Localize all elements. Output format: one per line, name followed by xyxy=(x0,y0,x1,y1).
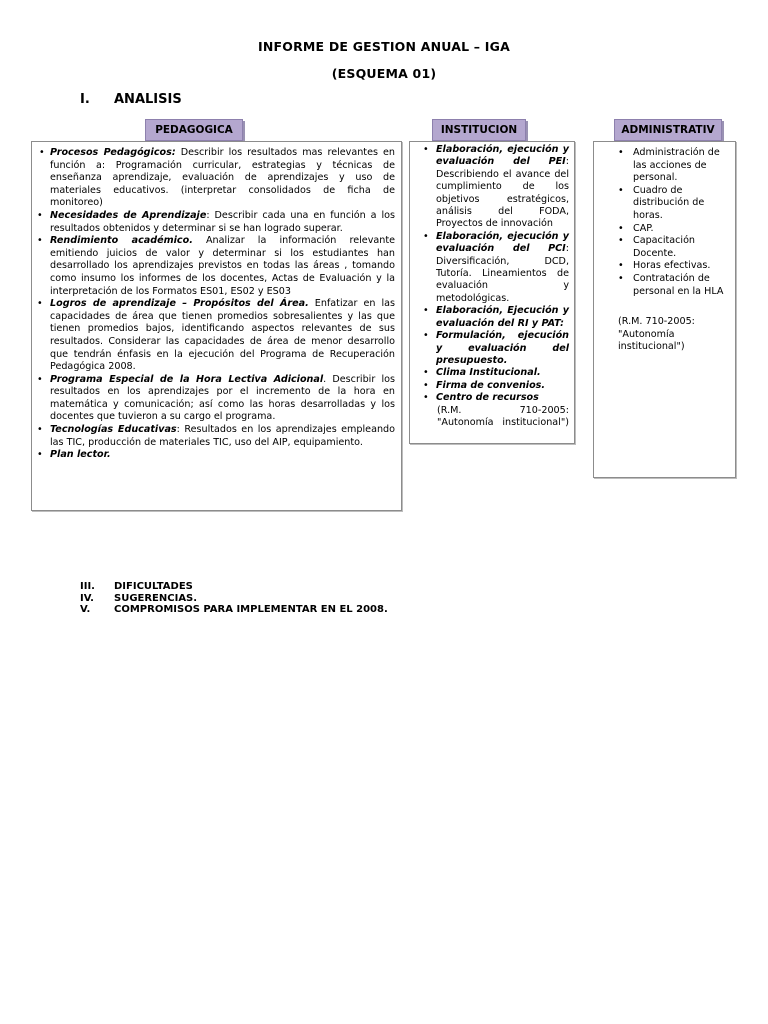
section-row xyxy=(80,593,388,605)
bullet-icon: • xyxy=(37,449,43,461)
bullet-icon: • xyxy=(618,147,624,158)
section-number: I. xyxy=(80,92,90,107)
section-label: ANALISIS xyxy=(114,92,182,107)
item-heading: Programa Especial de la Hora Lectiva Adicional xyxy=(50,373,324,385)
item-heading: Firma de convenios. xyxy=(436,379,546,391)
list-item xyxy=(618,184,729,223)
institucion-header: INSTITUCION xyxy=(432,119,526,141)
item-text: Contratación de personal en la HLA xyxy=(633,272,724,297)
list-item xyxy=(618,235,729,260)
item-text: . Describir los resultados en los aprendizajes por el incremento de la hora en matemática y comunicación; así como las horas desarrolladas y los docentes que tuvieron a su cargo el programa. xyxy=(50,373,395,423)
list-item xyxy=(37,235,395,298)
list-item xyxy=(423,330,569,367)
item-text: : Resultados en los aprendizajes empleando las TIC, producción de materiales TIC, uso del AIP, equipamiento. xyxy=(50,424,395,448)
list-item xyxy=(39,147,395,210)
list-item xyxy=(618,147,729,185)
bullet-icon: • xyxy=(423,330,429,342)
pedagogica-box xyxy=(31,141,402,511)
bullet-icon: • xyxy=(618,184,624,196)
bullet-icon: • xyxy=(618,235,624,247)
document-title: INFORME DE GESTION ANUAL – IGA xyxy=(258,39,510,54)
list-item xyxy=(423,230,569,305)
section-row xyxy=(80,604,388,616)
item-text: Describir los resultados mas relevantes en función a: Programación curricular, estrategias y técnicas de enseñanza aprendizaje, evaluación de aprendizajes y uso de materiales educativos. (interpretar consolidados de ficha de monitoreo) xyxy=(50,147,395,209)
bullet-icon: • xyxy=(423,392,429,404)
bullet-icon: • xyxy=(423,230,429,242)
item-text: Administración de las acciones de personal. xyxy=(633,147,720,184)
pedagogica-header: PEDAGOGICA xyxy=(145,119,243,141)
list-item xyxy=(618,222,729,236)
administrativa-header: ADMINISTRATIV xyxy=(614,119,722,141)
item-heading: Centro de recursos xyxy=(436,392,539,404)
administrativa-list xyxy=(594,142,735,298)
item-text: Enfatizar en las capacidades de área que tienen promedios sobresalientes y las que tienen promedios bajos, identificando aspectos relevantes de sus resultados. Considerar las capacidades de área de menor desarrollo que tendrán énfasis en la ejecución del Programa de Recuperación Pedagógica 2008. xyxy=(50,298,395,373)
section-label: COMPROMISOS PARA IMPLEMENTAR EN EL 2008. xyxy=(114,604,388,615)
institucion-note: (R.M. 710-2005: "Autonomía institucional") xyxy=(437,404,569,428)
item-heading: Plan lector. xyxy=(50,449,111,461)
item-heading: Logros de aprendizaje – Propósitos del Área. xyxy=(50,298,309,310)
list-item xyxy=(37,449,395,462)
list-item xyxy=(37,373,395,424)
section-label: DIFICULTADES xyxy=(114,581,193,592)
list-item xyxy=(37,424,395,449)
item-heading: Clima Institucional. xyxy=(436,367,541,379)
item-heading: Necesidades de Aprendizaje xyxy=(50,209,207,221)
list-item xyxy=(423,144,569,231)
section-label: SUGERENCIAS. xyxy=(114,592,198,604)
bullet-icon: • xyxy=(618,260,624,272)
item-heading: Tecnologías Educativas xyxy=(50,424,177,436)
document-subtitle: (ESQUEMA 01) xyxy=(331,66,437,81)
list-item xyxy=(618,272,729,298)
institucion-box xyxy=(409,141,575,444)
bullet-icon: • xyxy=(423,367,429,379)
item-text: Capacitación Docente. xyxy=(633,235,696,259)
list-item xyxy=(423,392,569,404)
list-item xyxy=(37,298,395,374)
bullet-icon: • xyxy=(423,144,429,155)
section-row xyxy=(80,581,388,593)
item-heading: Rendimiento académico. xyxy=(50,235,193,247)
institucion-list xyxy=(410,142,574,405)
section-number: III. xyxy=(80,581,95,592)
item-heading: Formulación, ejecución y evaluación del presupuesto. xyxy=(436,330,569,366)
item-heading: Elaboración, ejecución y evaluación del PCI xyxy=(436,230,569,255)
bullet-icon: • xyxy=(37,209,43,221)
bullet-icon: • xyxy=(618,222,624,234)
section-number: IV. xyxy=(80,592,94,604)
bullet-icon: • xyxy=(39,147,45,158)
remaining-sections xyxy=(80,581,388,616)
list-item xyxy=(423,305,569,330)
item-text: Cuadro de distribución de horas. xyxy=(633,184,705,221)
pedagogica-list xyxy=(32,142,401,462)
bullet-icon: • xyxy=(618,272,624,284)
item-text: : Describir cada una en función a los resultados obtenidos y determinar si se han logrado superar. xyxy=(50,209,396,234)
bullet-icon: • xyxy=(37,424,43,436)
item-text: CAP. xyxy=(633,222,654,234)
item-heading: Elaboración, Ejecución y evaluación del RI y PAT: xyxy=(436,305,569,329)
item-text: Analizar la información relevante emitiendo juicios de valor y determinar si los estudiantes han desarrollado los aprendizajes previstos en todas las áreas , tomando como insumo los informes de los docentes, Actas de Evaluación y la interpretación de los Formatos ES01, ES02 y ES03 xyxy=(50,235,395,297)
item-heading: Elaboración, ejecución y evaluación del PEI xyxy=(436,144,569,168)
bullet-icon: • xyxy=(37,235,43,247)
list-item xyxy=(37,209,396,235)
section-analisis xyxy=(80,92,182,107)
bullet-icon: • xyxy=(423,305,429,317)
item-text: : Diversificación, DCD, Tutoría. Lineamientos de evaluación y metodológicas. xyxy=(436,243,569,304)
administrativa-note: (R.M. 710-2005: "Autonomía institucional") xyxy=(618,316,695,353)
item-text: Horas efectivas. xyxy=(633,260,711,272)
bullet-icon: • xyxy=(37,373,43,385)
administrativa-box xyxy=(593,141,736,478)
bullet-icon: • xyxy=(423,379,429,391)
item-heading: Procesos Pedagógicos: xyxy=(50,147,176,158)
section-number: V. xyxy=(80,604,91,615)
item-text: : Describiendo el avance del cumplimiento de los objetivos estratégicos, análisis del FODA, Proyectos de innovación xyxy=(436,156,569,230)
list-item xyxy=(423,379,569,392)
bullet-icon: • xyxy=(37,298,43,310)
list-item xyxy=(423,367,569,379)
list-item xyxy=(618,260,729,273)
